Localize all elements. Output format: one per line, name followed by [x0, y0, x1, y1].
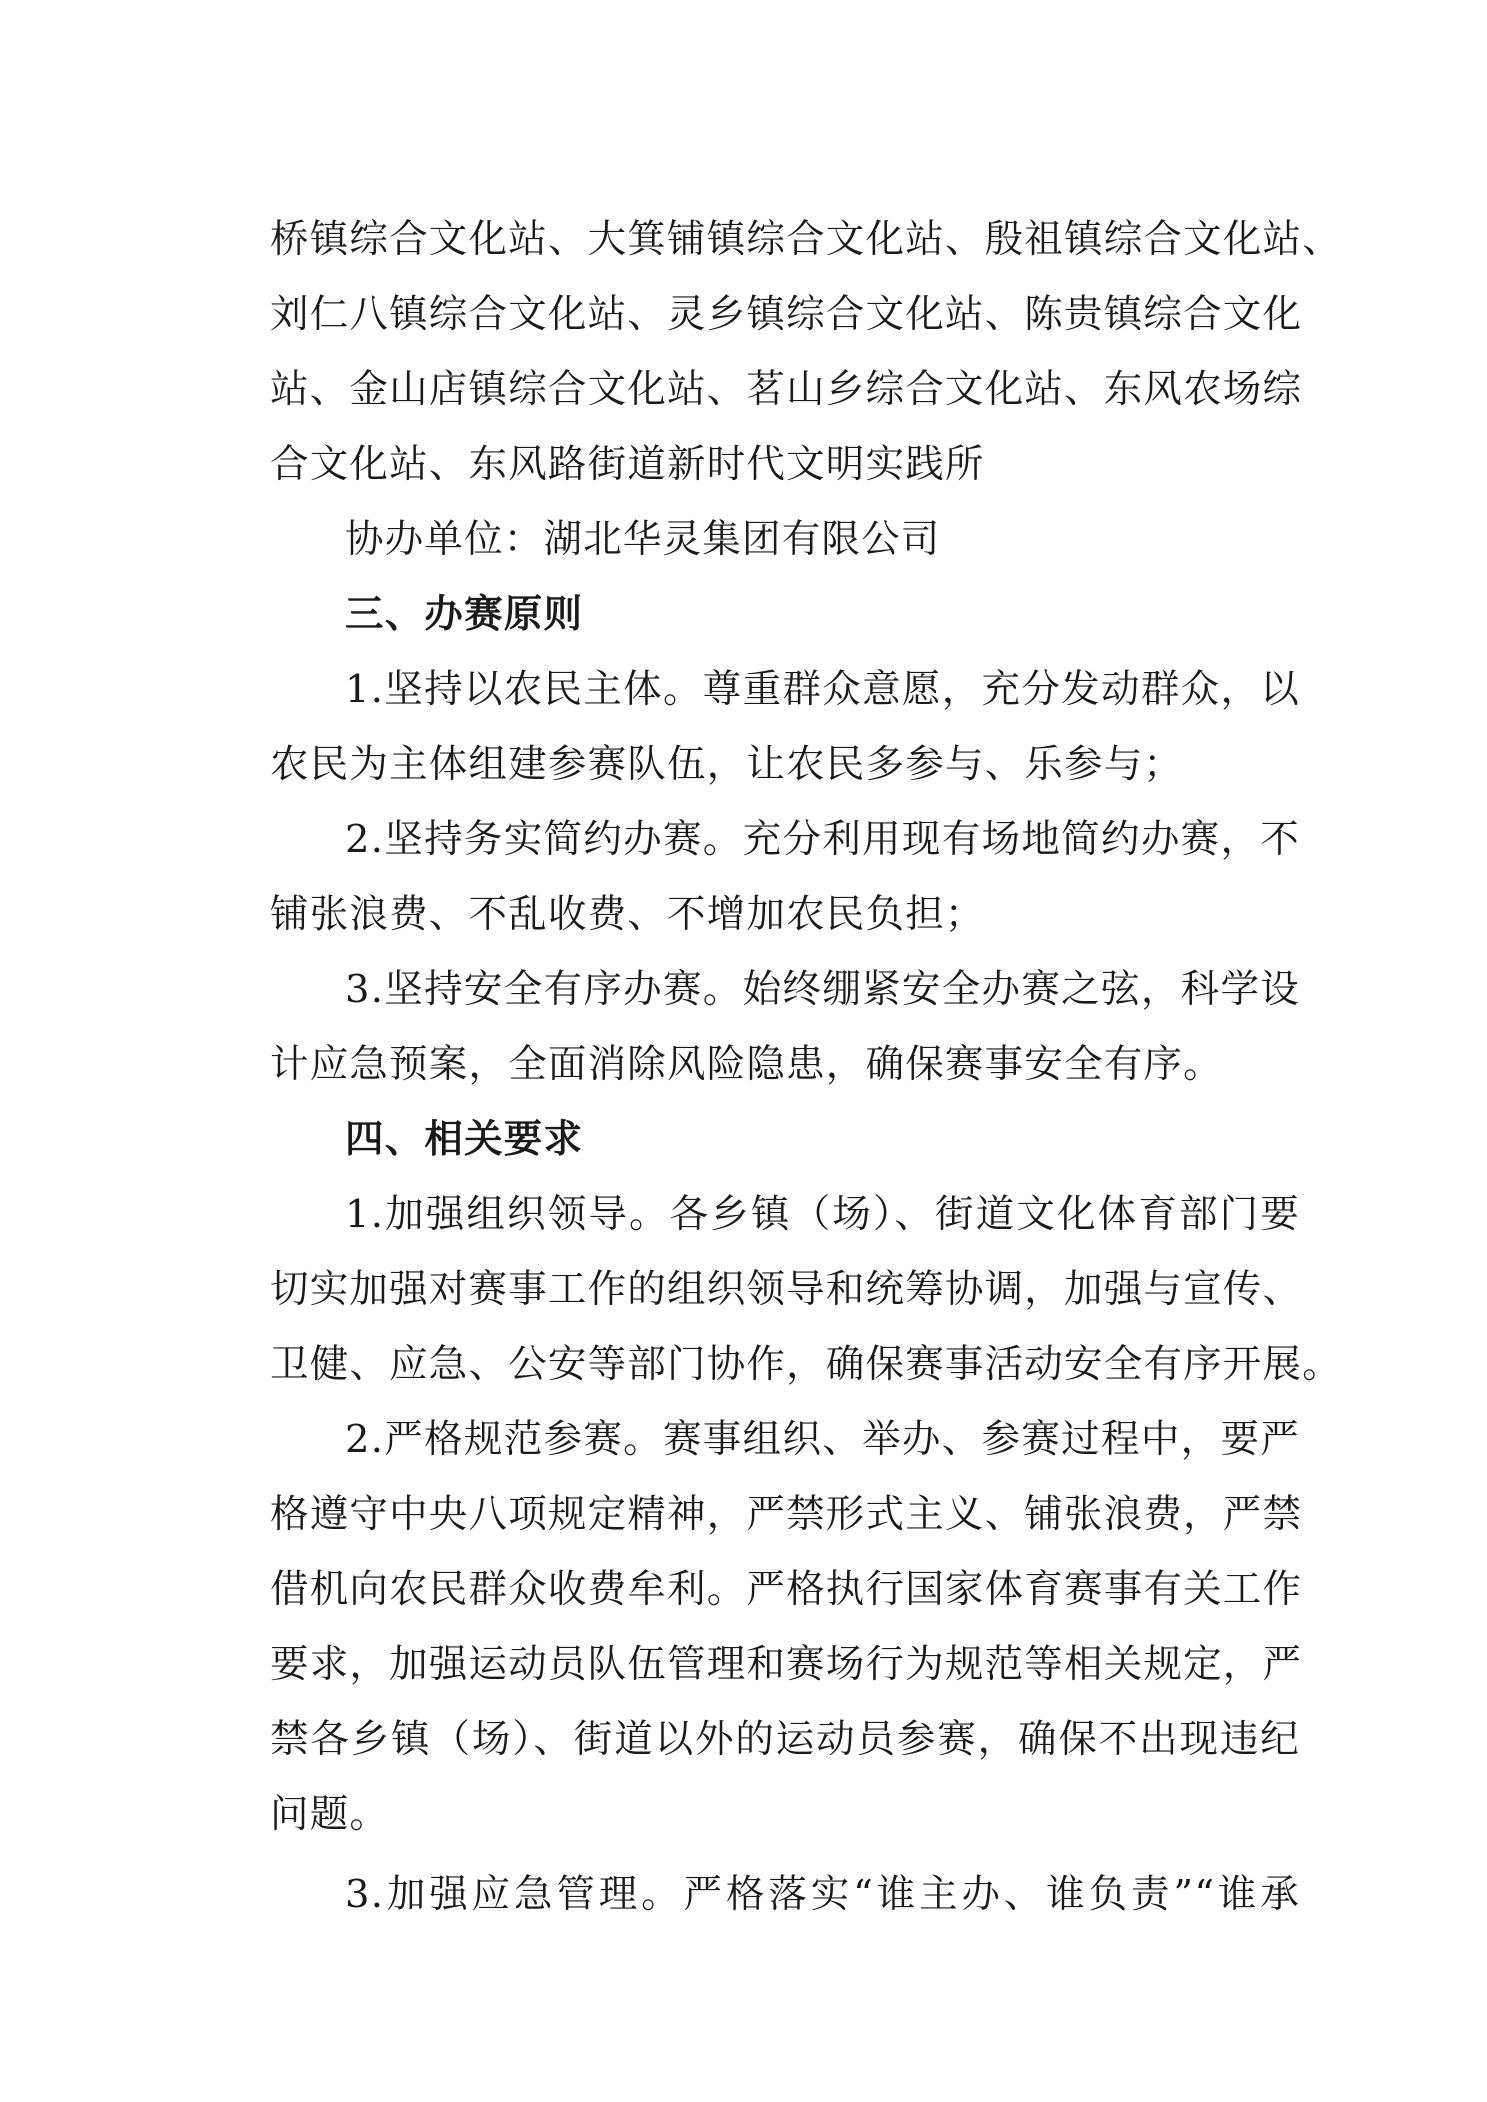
co-organizer-line: 协办单位：湖北华灵集团有限公司 — [345, 517, 941, 562]
requirement-2-line-1: 2.严格规范参赛。赛事组织、举办、参赛过程中，要严 — [345, 1417, 1300, 1462]
principle-3-line-1: 3.坚持安全有序办赛。始终绷紧安全办赛之弦，科学设 — [345, 967, 1300, 1012]
body-line-4: 合文化站、东风路街道新时代文明实践所 — [270, 442, 985, 487]
principle-2-line-2: 铺张浪费、不乱收费、不增加农民负担； — [270, 892, 985, 937]
principle-1-line-1: 1.坚持以农民主体。尊重群众意愿，充分发动群众，以 — [345, 667, 1300, 712]
principle-2-line-1: 2.坚持务实简约办赛。充分利用现有场地简约办赛，不 — [345, 817, 1300, 862]
requirement-1-line-1: 1.加强组织领导。各乡镇（场）、街道文化体育部门要 — [345, 1192, 1300, 1237]
section-heading-requirements: 四、相关要求 — [345, 1117, 584, 1162]
requirement-2-line-3: 借机向农民群众收费牟利。严格执行国家体育赛事有关工作 — [270, 1567, 1303, 1612]
requirement-2-line-4: 要求，加强运动员队伍管理和赛场行为规范等相关规定，严 — [270, 1642, 1303, 1687]
requirement-2-line-2: 格遵守中央八项规定精神，严禁形式主义、铺张浪费，严禁 — [270, 1492, 1303, 1537]
body-line-3: 站、金山店镇综合文化站、茗山乡综合文化站、东风农场综 — [270, 367, 1303, 412]
requirement-3-line-1: 3.加强应急管理。严格落实“谁主办、谁负责”“谁承 — [345, 1872, 1300, 1917]
requirement-2-line-6: 问题。 — [270, 1792, 390, 1837]
requirement-1-line-3: 卫健、应急、公安等部门协作，确保赛事活动安全有序开展。 — [270, 1342, 1342, 1387]
requirement-1-line-2: 切实加强对赛事工作的组织领导和统筹协调，加强与宣传、 — [270, 1267, 1303, 1312]
principle-3-line-2: 计应急预案，全面消除风险隐患，确保赛事安全有序。 — [270, 1042, 1223, 1087]
body-line-2: 刘仁八镇综合文化站、灵乡镇综合文化站、陈贵镇综合文化 — [270, 292, 1303, 337]
principle-1-line-2: 农民为主体组建参赛队伍，让农民多参与、乐参与； — [270, 742, 1184, 787]
body-line-1: 桥镇综合文化站、大箕铺镇综合文化站、殷祖镇综合文化站、 — [270, 217, 1342, 262]
section-heading-principles: 三、办赛原则 — [345, 592, 584, 637]
requirement-2-line-5: 禁各乡镇（场）、街道以外的运动员参赛，确保不出现违纪 — [270, 1717, 1300, 1762]
